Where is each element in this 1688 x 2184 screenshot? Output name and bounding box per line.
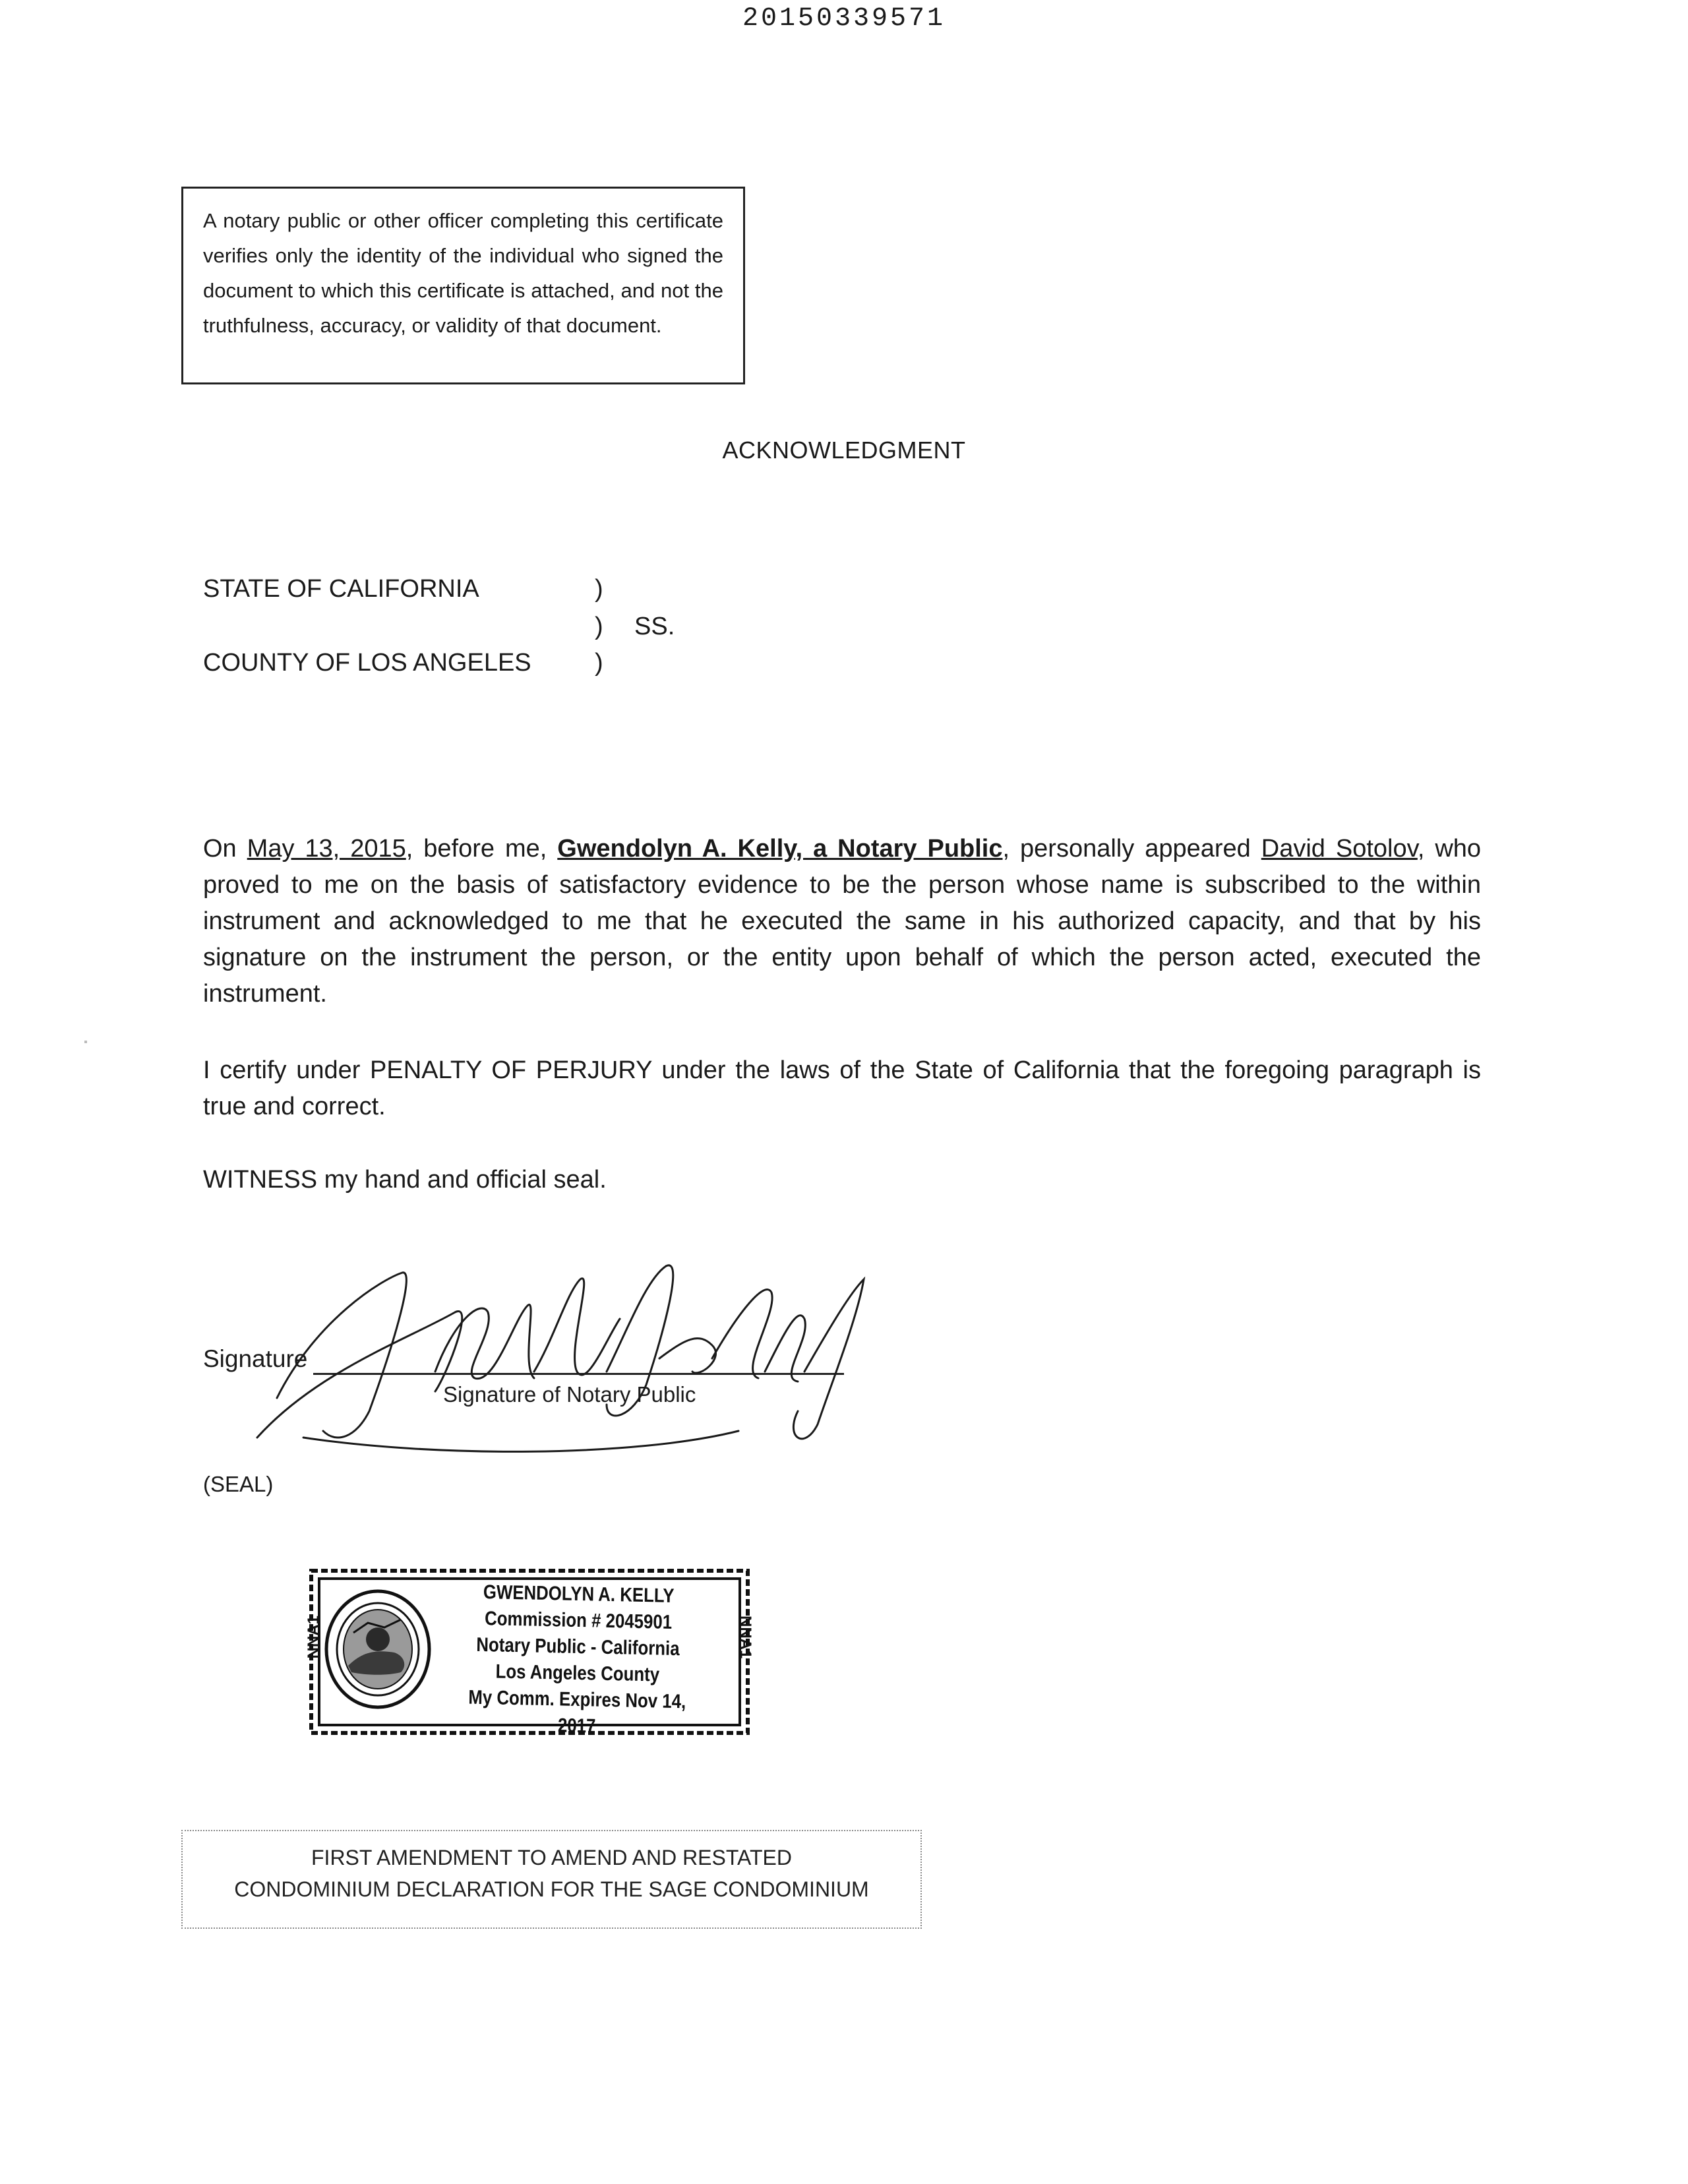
witness-statement: WITNESS my hand and official seal. xyxy=(203,1166,607,1194)
notary-disclaimer-box: A notary public or other officer completing this certificate verifies only the identity of the individual who signed the document to which this certificate is attached, and not the truthfulness, accuracy, or validity of that document. xyxy=(181,187,745,384)
acknowledgment-paragraph xyxy=(203,831,1481,1012)
footer-line-1: FIRST AMENDMENT TO AMEND AND RESTATED xyxy=(311,1846,792,1869)
stamp-expiration: My Comm. Expires Nov 14, 2017 xyxy=(468,1686,686,1738)
california-state-seal-icon xyxy=(322,1587,434,1712)
body-on: On xyxy=(203,835,237,863)
appearing-person: David Sotolov xyxy=(1261,835,1418,863)
footer-line-2: CONDOMINIUM DECLARATION FOR THE SAGE CONDOMINIUM xyxy=(234,1877,869,1901)
stamp-side-code-right: NNA1 xyxy=(737,1616,754,1659)
stamp-notary-name: GWENDOLYN A. KELLY xyxy=(483,1581,675,1607)
document-title-footer xyxy=(181,1830,922,1929)
venue-state: STATE OF CALIFORNIA xyxy=(203,575,479,603)
scan-artifact-mark xyxy=(84,1041,87,1043)
venue-paren-1: ) xyxy=(595,575,603,603)
acknowledgment-date: May 13, 2015 xyxy=(247,835,406,863)
stamp-commission: Commission # 2045901 xyxy=(484,1608,673,1633)
handwritten-signature xyxy=(237,1240,884,1457)
body-appeared: , personally appeared xyxy=(1002,835,1251,863)
stamp-text xyxy=(452,1579,704,1742)
stamp-notary-title: Notary Public - California xyxy=(476,1633,680,1660)
stamp-county: Los Angeles County xyxy=(495,1660,660,1686)
signature-label: Signature xyxy=(203,1345,308,1372)
venue-ss: SS. xyxy=(634,613,675,640)
signature-caption: Signature of Notary Public xyxy=(443,1382,696,1407)
body-before-me: , before me, xyxy=(406,835,547,863)
notary-seal-stamp xyxy=(302,1563,757,1741)
venue-paren-3: ) xyxy=(595,649,603,677)
document-number: 20150339571 xyxy=(742,4,946,34)
perjury-certification: I certify under PENALTY OF PERJURY under the laws of the State of California that the foregoing paragraph is true and correct. xyxy=(203,1056,1481,1120)
venue-county: COUNTY OF LOS ANGELES xyxy=(203,649,531,677)
page-title: ACKNOWLEDGMENT xyxy=(722,437,966,464)
notary-name: Gwendolyn A. Kelly, a Notary Public xyxy=(557,835,1003,863)
stamp-side-code-left: NNA1 xyxy=(305,1616,322,1659)
seal-label: (SEAL) xyxy=(203,1472,274,1496)
body-rest: , who proved to me on the basis of satisfactory evidence to be the person whose name is subscribed to the within instrument and acknowledged to me that he executed the same in his authorized capacity, and that by his signature on the instrument the person, or the entity upon behalf of which the person acted, executed the instrument. xyxy=(203,835,1482,1008)
venue-paren-2: ) xyxy=(595,613,603,640)
